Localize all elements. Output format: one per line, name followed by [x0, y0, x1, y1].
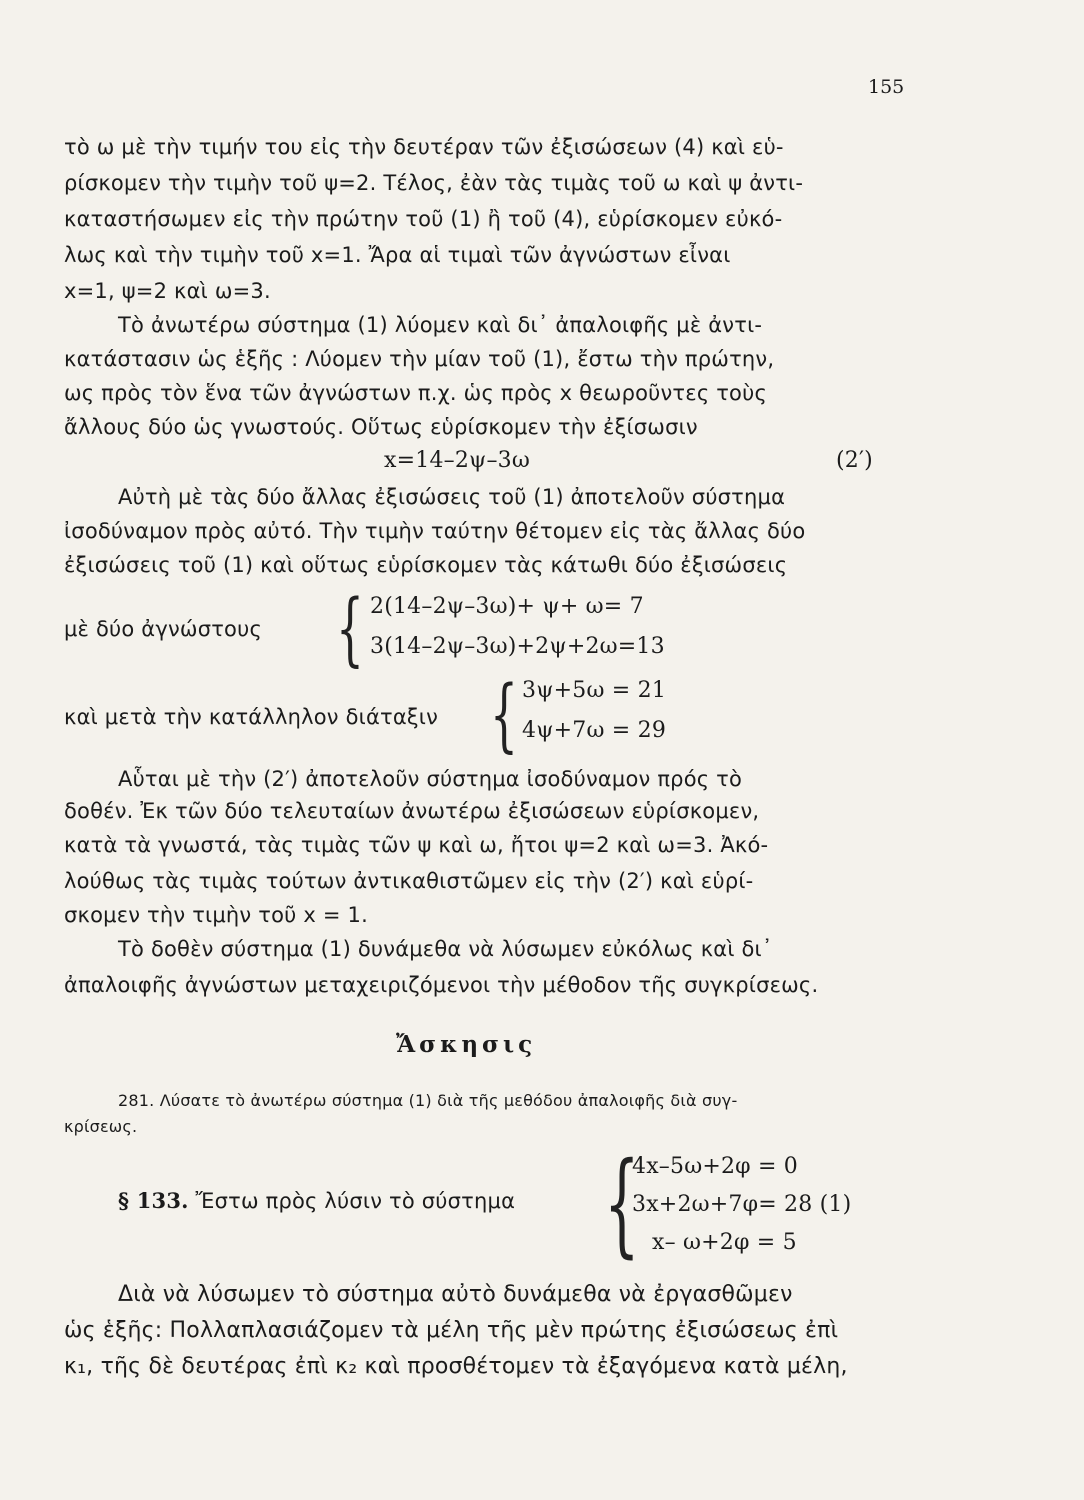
exercise-line: κρίσεως.	[64, 1117, 138, 1136]
text-line: ἄλλους δύο ὡς γνωστούς. Οὕτως εὑρίσκομεν τὴν ἐξίσωσιν	[64, 415, 698, 439]
exercises-heading: Ἄσκησις	[396, 1031, 537, 1058]
left-brace-icon: {	[604, 1139, 640, 1269]
section-heading	[118, 1186, 515, 1216]
equation: 4x–5ω+2φ = 0	[632, 1154, 798, 1179]
text-line: Τὸ ἀνωτέρω σύστημα (1) λύομεν καὶ δι᾽ ἀπαλοιφῆς μὲ ἀντι-	[118, 313, 763, 337]
text-line: δοθέν. Ἐκ τῶν δύο τελευταίων ἀνωτέρω ἐξισώσεων εὑρίσκομεν,	[64, 799, 760, 823]
text-line: Τὸ δοθὲν σύστημα (1) δυνάμεθα νὰ λύσωμεν εὐκόλως καὶ δι᾽	[118, 937, 773, 961]
page-number: 155	[868, 76, 905, 98]
text-line: Αὐτὴ μὲ τὰς δύο ἄλλας ἐξισώσεις τοῦ (1) ἀποτελοῦν σύστημα	[118, 485, 786, 509]
section-mark: § 133.	[118, 1188, 189, 1213]
text-line: ἐξισώσεις τοῦ (1) καὶ οὕτως εὑρίσκομεν τὰς κάτωθι δύο ἐξισώσεις	[64, 553, 788, 577]
equation: 3ψ+5ω = 21	[522, 678, 667, 703]
text-line: ἰσοδύναμον πρὸς αὐτό. Τὴν τιμὴν ταύτην θέτομεν εἰς τὰς ἄλλας δύο	[64, 519, 806, 543]
text-line: ρίσκομεν τὴν τιμὴν τοῦ ψ=2. Τέλος, ἐὰν τὰς τιμὰς τοῦ ω καὶ ψ ἀντι-	[64, 171, 804, 195]
text-line: σκομεν τὴν τιμὴν τοῦ x = 1.	[64, 903, 368, 927]
text-line: ἀπαλοιφῆς ἀγνώστων μεταχειριζόμενοι τὴν μέθοδον τῆς συγκρίσεως.	[64, 973, 819, 997]
equation: 2(14–2ψ–3ω)+ ψ+ ω= 7	[370, 594, 644, 619]
equation: 3x+2ω+7φ= 28 (1)	[632, 1192, 852, 1217]
text-line: λως καὶ τὴν τιμὴν τοῦ x=1. Ἄρα αἱ τιμαὶ τῶν ἀγνώστων εἶναι	[64, 243, 731, 267]
exercise-line: 281. Λύσατε τὸ ἀνωτέρω σύστημα (1) διὰ τῆς μεθόδου ἀπαλοιφῆς διὰ συγ-	[118, 1091, 738, 1110]
equation-tag: (2′)	[836, 448, 873, 473]
text-line: καταστήσωμεν εἰς τὴν πρώτην τοῦ (1) ἢ τοῦ (4), εὑρίσκομεν εὐκό-	[64, 207, 783, 231]
text-line: ως πρὸς τὸν ἕνα τῶν ἀγνώστων π.χ. ὡς πρὸς x θεωροῦντες τοὺς	[64, 381, 767, 405]
equation: 4ψ+7ω = 29	[522, 718, 667, 743]
text-line: ὡς ἑξῆς: Πολλαπλασιάζομεν τὰ μέλη τῆς μὲν πρώτης ἐξισώσεως ἐπὶ	[64, 1318, 839, 1343]
text-line: κατάστασιν ὡς ἑξῆς : Λύομεν τὴν μίαν τοῦ (1), ἔστω τὴν πρώτην,	[64, 347, 775, 371]
text-line: κ₁, τῆς δὲ δευτέρας ἐπὶ κ₂ καὶ προσθέτομεν τὰ ἐξαγόμενα κατὰ μέλη,	[64, 1354, 848, 1379]
system-label: καὶ μετὰ τὴν κατάλληλον διάταξιν	[64, 705, 439, 729]
text-line: x=1, ψ=2 καὶ ω=3.	[64, 279, 271, 303]
text-line: τὸ ω μὲ τὴν τιμήν του εἰς τὴν δευτέραν τῶν ἐξισώσεων (4) καὶ εὑ-	[64, 135, 784, 159]
text-line: λούθως τὰς τιμὰς τούτων ἀντικαθιστῶμεν εἰς τὴν (2′) καὶ εὑρί-	[64, 869, 754, 893]
equation: 3(14–2ψ–3ω)+2ψ+2ω=13	[370, 634, 665, 659]
equation-2prime: x=14–2ψ–3ω	[384, 448, 531, 473]
text-line: κατὰ τὰ γνωστά, τὰς τιμὰς τῶν ψ καὶ ω, ἤτοι ψ=2 καὶ ω=3. Ἀκό-	[64, 833, 769, 857]
section-text: Ἔστω πρὸς λύσιν τὸ σύστημα	[195, 1189, 516, 1213]
text-line: Αὗται μὲ τὴν (2′) ἀποτελοῦν σύστημα ἰσοδύναμον πρός τὸ	[118, 767, 743, 791]
left-brace-icon: {	[336, 582, 364, 675]
system-label: μὲ δύο ἀγνώστους	[64, 617, 262, 641]
left-brace-icon: {	[490, 668, 518, 761]
text-line: Διὰ νὰ λύσωμεν τὸ σύστημα αὐτὸ δυνάμεθα νὰ ἐργασθῶμεν	[118, 1282, 793, 1307]
equation: x– ω+2φ = 5	[652, 1230, 797, 1255]
